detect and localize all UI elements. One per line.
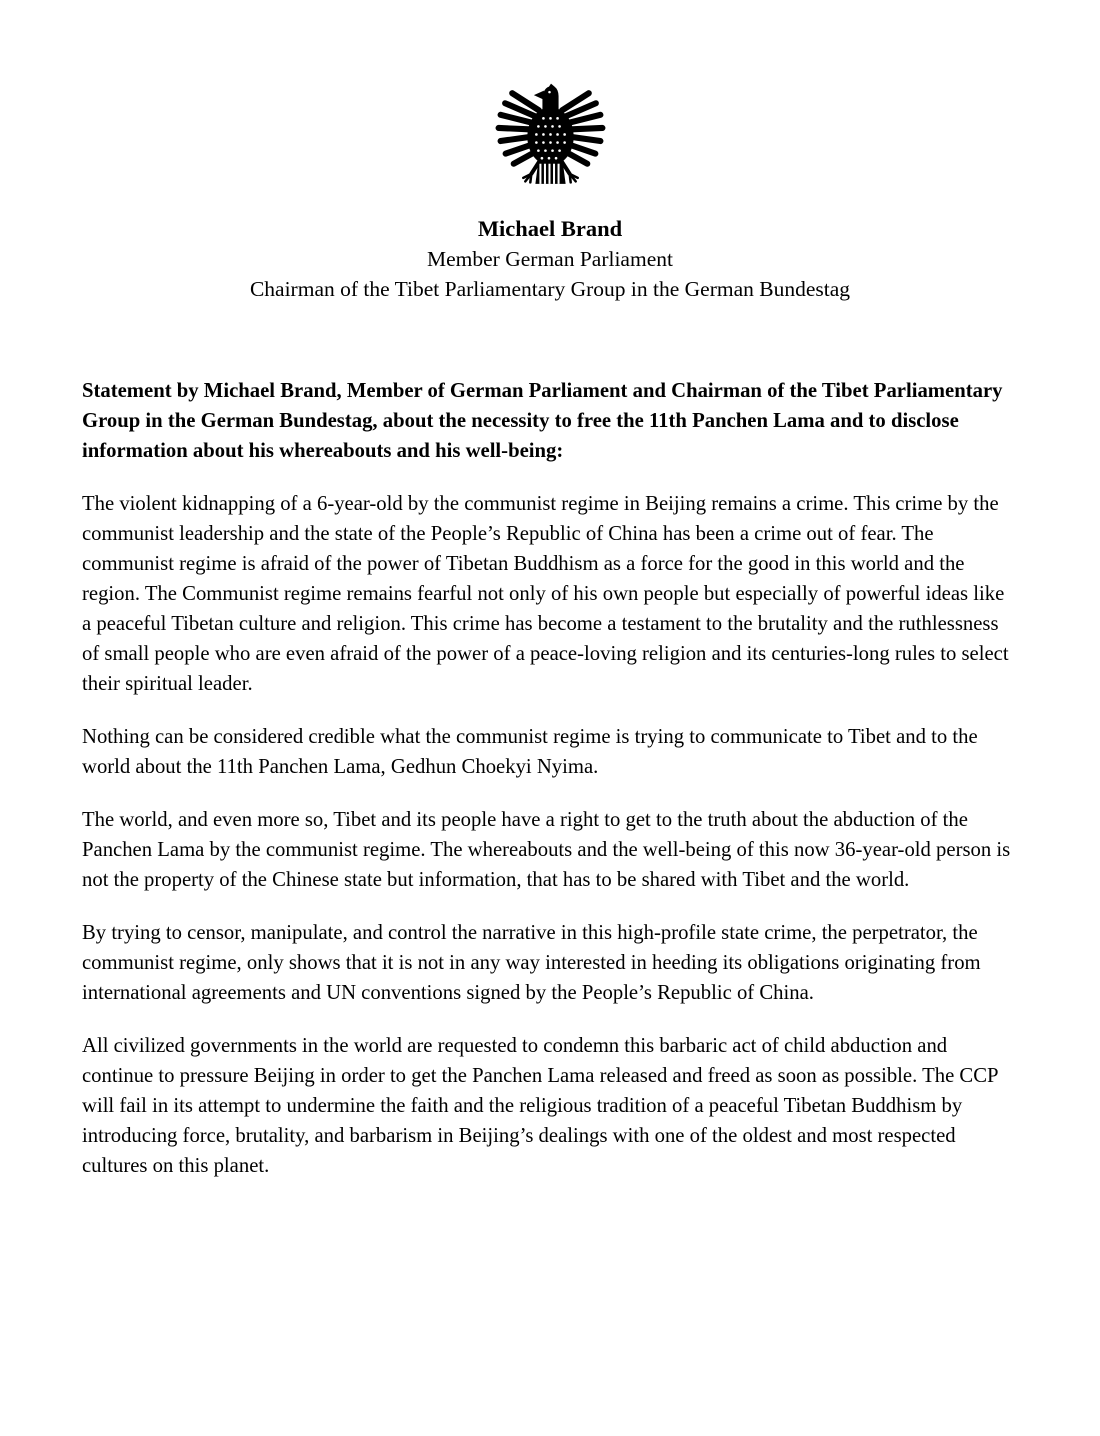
statement-paragraph: Nothing can be considered credible what the communist regime is trying to communicate to Tibet and to the world about the 11th Panchen Lama, Gedhun Choekyi Nyima. bbox=[82, 726, 978, 778]
statement-paragraph: All civilized governments in the world are requested to condemn this barbaric act of child abduction and continue to pressure Beijing in order to get the Panchen Lama released and freed as soon as possible. The CCP will fail in its attempt to undermine the faith and the religious tradition of a peaceful Tibetan Buddhism by introducing force, brutality, and barbarism in Beijing’s dealings with one of the oldest and most respected cultures on this planet. bbox=[82, 1035, 998, 1177]
author-name: Michael Brand bbox=[477, 216, 623, 241]
statement-paragraph: By trying to censor, manipulate, and control the narrative in this high-profile state crime, the perpetrator, the communist regime, only shows that it is not in any way interested in heeding its obligations originating from international agreements and UN conventions signed by the People’s Republic of China. bbox=[82, 922, 981, 1004]
bundestag-eagle-icon bbox=[490, 178, 611, 195]
statement-lead: Statement by Michael Brand, Member of German Parliament and Chairman of the Tibet Parliamentary Group in the German Bundestag, about the necessity to free the 11th Panchen Lama and to disclose information about his whereabouts and his well-being: bbox=[82, 380, 1003, 462]
document-header bbox=[82, 214, 1018, 304]
author-role-line1: Member German Parliament bbox=[427, 247, 673, 271]
author-role-line2: Chairman of the Tibet Parliamentary Group in the German Bundestag bbox=[249, 277, 851, 301]
statement-paragraph: The world, and even more so, Tibet and its people have a right to get to the truth about the abduction of the Panchen Lama by the communist regime. The whereabouts and the well-being of this now 36-year-old person is not the property of the Chinese state but information, that has to be shared with Tibet and the world. bbox=[82, 809, 1011, 891]
statement-paragraph: The violent kidnapping of a 6-year-old by the communist regime in Beijing remains a crime. This crime by the communist leadership and the state of the People’s Republic of China has been a crime out of fear. The communist regime is afraid of the power of Tibetan Buddhism as a force for the good in this world and the region. The Communist regime remains fearful not only of his own people but especially of powerful ideas like a peaceful Tibetan culture and religion. This crime has become a testament to the brutality and the ruthlessness of small people who are even afraid of the power of a peace-loving religion and its centuries-long rules to select their spiritual leader. bbox=[82, 493, 1009, 695]
document-content bbox=[82, 0, 1018, 1181]
statement-body bbox=[82, 376, 1018, 1181]
bundestag-eagle-logo bbox=[82, 0, 1018, 196]
